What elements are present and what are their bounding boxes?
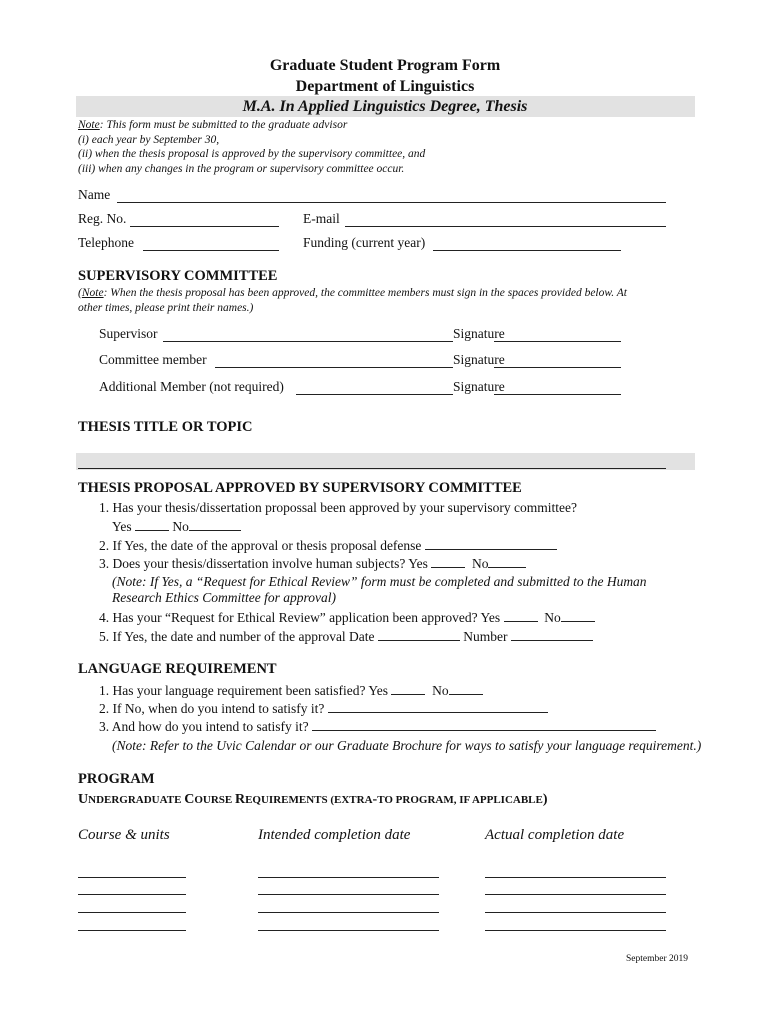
funding-field[interactable] — [433, 238, 621, 251]
course-row-1-actual-field[interactable] — [485, 877, 666, 878]
course-row-1-intended-field[interactable] — [258, 877, 439, 878]
program-heading: PROGRAM — [78, 771, 155, 787]
course-row-4-course-field[interactable] — [78, 930, 186, 931]
telephone-label: Telephone — [78, 235, 135, 250]
proposal-q1-answers — [112, 518, 241, 535]
course-row-2-course-field[interactable] — [78, 894, 186, 895]
subheading-part-u: U — [78, 792, 89, 807]
additional-member-name-field[interactable] — [296, 382, 453, 395]
proposal-q4 — [99, 609, 595, 626]
subheading-part-3: EQUIREMENTS ( — [245, 794, 335, 806]
proposal-q2-date-field[interactable] — [425, 537, 557, 550]
form-title: Graduate Student Program Form — [269, 57, 501, 74]
proposal-q4-no-label: No — [544, 610, 561, 625]
supervisor-signature-field[interactable] — [494, 329, 621, 342]
committee-member-label: Committee member — [99, 352, 207, 367]
proposal-q5-text: 5. If Yes, the date and number of the approval Date — [99, 629, 375, 644]
thesis-title-field[interactable] — [78, 468, 666, 469]
proposal-q5 — [99, 628, 593, 645]
course-row-3-intended-field[interactable] — [258, 912, 439, 913]
supervisor-label: Supervisor — [99, 326, 158, 341]
supervisory-note-text-1: : When the thesis proposal has been approved, the committee members must sign in the spaces provided below. At — [103, 287, 627, 299]
email-field[interactable] — [345, 214, 666, 227]
note-line-4: (iii) when any changes in the program or supervisory committee occur. — [78, 162, 405, 175]
additional-member-label: Additional Member (not required) — [99, 379, 284, 394]
course-row-4-actual-field[interactable] — [485, 930, 666, 931]
subheading-part-r: R — [234, 792, 246, 807]
subheading-part-5: - — [372, 792, 378, 807]
subheading-part-6: TO PROGRAM, IF APPLICABLE — [377, 794, 543, 806]
subheading-part-1: NDERGRADUATE — [88, 794, 185, 806]
proposal-q5-date-field[interactable] — [378, 628, 460, 641]
note-line-1: : This form must be submitted to the graduate advisor — [99, 119, 348, 131]
proposal-q4-no-field[interactable] — [561, 609, 595, 622]
supervisory-note-text-2: other times, please print their names.) — [78, 301, 254, 314]
submission-note — [78, 118, 425, 176]
language-q3-text: 3. And how do you intend to satisfy it? — [99, 719, 309, 734]
name-label: Name — [78, 187, 111, 202]
language-q2-text: 2. If No, when do you intend to satisfy it? — [99, 701, 325, 716]
subheading-part-4: EXTRA — [334, 794, 373, 806]
proposal-q3-note — [112, 574, 647, 606]
supervisory-heading: SUPERVISORY COMMITTEE — [78, 268, 278, 284]
name-field[interactable] — [117, 190, 666, 203]
proposal-q3 — [99, 555, 526, 572]
proposal-q1-no-label: No — [172, 519, 189, 534]
proposal-q3-no-label: No — [471, 556, 489, 571]
actual-completion-column-header: Actual completion date — [485, 827, 625, 843]
proposal-q1: 1. Has your thesis/dissertation propossal been approved by your supervisory committee? — [99, 500, 578, 515]
footer-date: September 2019 — [626, 954, 689, 964]
course-row-4-intended-field[interactable] — [258, 930, 439, 931]
subheading-part-7: ) — [542, 792, 548, 807]
course-row-3-course-field[interactable] — [78, 912, 186, 913]
reg-no-label: Reg. No. — [78, 211, 127, 226]
proposal-q4-yes-field[interactable] — [504, 609, 538, 622]
proposal-q1-yes-label: Yes — [112, 519, 132, 534]
course-row-2-intended-field[interactable] — [258, 894, 439, 895]
additional-member-signature-label: Signature — [453, 379, 505, 394]
language-q2-field[interactable] — [328, 700, 548, 713]
proposal-q3-note-line-2: Research Ethics Committee for approval) — [112, 590, 336, 605]
course-units-column-header: Course & units — [78, 827, 170, 843]
proposal-heading: THESIS PROPOSAL APPROVED BY SUPERVISORY COMMITTEE — [78, 480, 522, 496]
proposal-q2-text: 2. If Yes, the date of the approval or thesis proposal defense — [99, 538, 422, 553]
telephone-field[interactable] — [143, 238, 279, 251]
note-label: Note — [78, 119, 100, 131]
language-q1-yes-field[interactable] — [391, 682, 425, 695]
course-row-2-actual-field[interactable] — [485, 894, 666, 895]
intended-completion-column-header: Intended completion date — [258, 827, 411, 843]
committee-member-signature-label: Signature — [453, 352, 505, 367]
subheading-part-c: C — [184, 792, 195, 807]
supervisor-signature-label: Signature — [453, 326, 505, 341]
undergraduate-requirements-subheading — [78, 792, 548, 808]
subheading-part-2: OURSE — [194, 794, 235, 806]
department-title: Department of Linguistics — [295, 78, 475, 95]
degree-title: M.A. In Applied Linguistics Degree, Thesis — [242, 98, 528, 115]
language-note: (Note: Refer to the Uvic Calendar or our Graduate Brochure for ways to satisfy your language requirement.) — [112, 738, 702, 753]
proposal-q1-no-field[interactable] — [189, 518, 241, 531]
course-row-1-course-field[interactable] — [78, 877, 186, 878]
proposal-q5-number-field[interactable] — [511, 628, 593, 641]
proposal-q3-no-field[interactable] — [488, 555, 526, 568]
additional-member-signature-field[interactable] — [494, 382, 621, 395]
funding-label: Funding (current year) — [303, 235, 426, 250]
proposal-q3-yes-field[interactable] — [431, 555, 465, 568]
proposal-q4-text: 4. Has your “Request for Ethical Review” application been approved? Yes — [99, 610, 501, 625]
language-q1-no-field[interactable] — [449, 682, 483, 695]
proposal-q2 — [99, 537, 557, 554]
note-line-3: (ii) when the thesis proposal is approved by the supervisory committee, and — [78, 148, 426, 160]
language-q1-text: 1. Has your language requirement been satisfied? Yes — [99, 683, 389, 698]
supervisory-note-label: Note — [81, 287, 104, 299]
language-q3-field[interactable] — [312, 718, 656, 731]
course-row-3-actual-field[interactable] — [485, 912, 666, 913]
committee-member-signature-field[interactable] — [494, 355, 621, 368]
thesis-title-heading: THESIS TITLE OR TOPIC — [78, 419, 253, 435]
email-label: E-mail — [303, 211, 340, 226]
proposal-q5-number-label: Number — [463, 629, 508, 644]
committee-member-name-field[interactable] — [215, 355, 453, 368]
proposal-q1-yes-field[interactable] — [135, 518, 169, 531]
proposal-q3-text: 3. Does your thesis/dissertation involve human subjects? Yes — [99, 556, 428, 571]
language-q2 — [99, 700, 548, 717]
supervisor-name-field[interactable] — [163, 329, 453, 342]
reg-no-field[interactable] — [130, 214, 279, 227]
language-q3 — [99, 718, 656, 735]
supervisory-note: (Note: When the thesis proposal has been approved, the committee members must sign in the spaces provided below. At other times, please print their names.) — [78, 287, 627, 314]
language-q1-no-label: No — [432, 683, 449, 698]
language-q1 — [99, 682, 483, 699]
proposal-q3-note-line-1: (Note: If Yes, a “Request for Ethical Review” form must be completed and submitted to the Human — [112, 574, 647, 589]
language-heading: LANGUAGE REQUIREMENT — [78, 661, 277, 677]
note-line-2: (i) each year by September 30, — [78, 133, 220, 146]
